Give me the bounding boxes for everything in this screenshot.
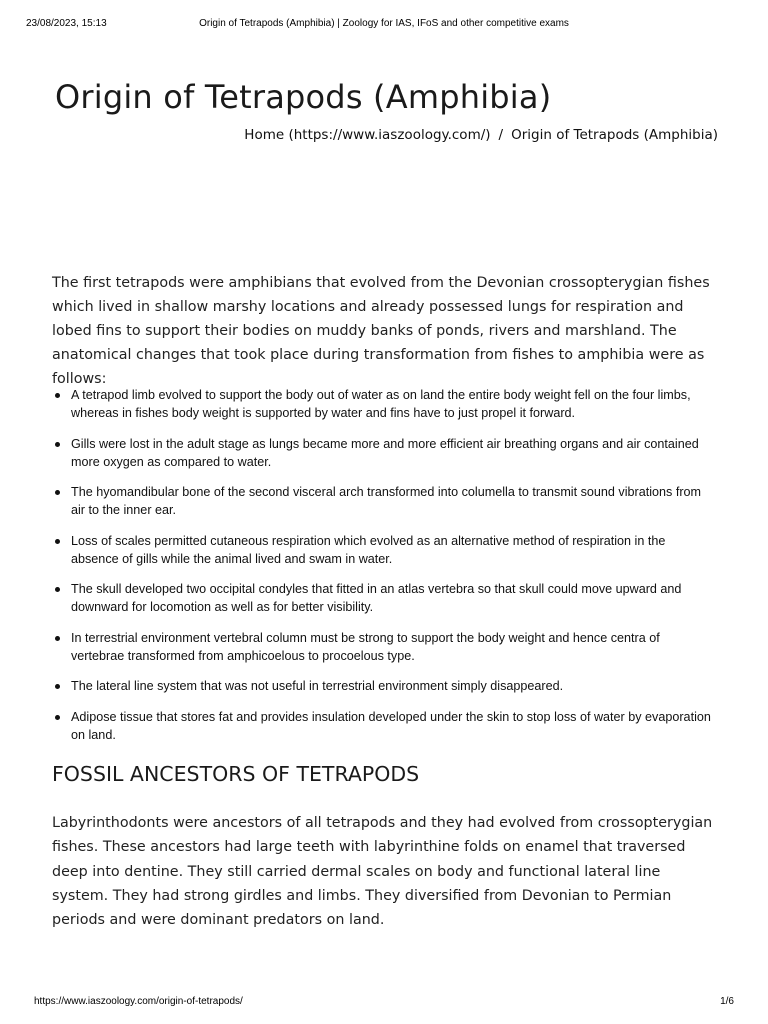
list-item: Gills were lost in the adult stage as lungs became more and more efficient air breathing organs and air contained more oxygen as compared to water. bbox=[52, 435, 712, 471]
anatomical-changes-list bbox=[52, 386, 712, 756]
list-item: The skull developed two occipital condyles that fitted in an atlas vertebra so that skull could move upward and downward for locomotion as well as for better visibility. bbox=[52, 580, 712, 616]
list-item: Adipose tissue that stores fat and provides insulation developed under the skin to stop loss of water by evaporation on land. bbox=[52, 708, 712, 744]
breadcrumb bbox=[244, 127, 718, 143]
list-item: A tetrapod limb evolved to support the body out of water as on land the entire body weight fell on the four limbs, whereas in fishes body weight is supported by water and fins have to just propel it forward. bbox=[52, 386, 712, 422]
print-document-title: Origin of Tetrapods (Amphibia) | Zoology for IAS, IFoS and other competitive exams bbox=[199, 18, 569, 29]
fossil-paragraph: Labyrinthodonts were ancestors of all tetrapods and they had evolved from crossopterygian fishes. These ancestors had large teeth with labyrinthine folds on enamel that traversed deep into dentine. They still carried dermal scales on body and functional lateral line system. They had strong girdles and limbs. They diversified from Devonian to Permian periods and were dominant predators on land. bbox=[52, 815, 713, 929]
print-date: 23/08/2023, 15:13 bbox=[26, 18, 107, 29]
list-item: The lateral line system that was not useful in terrestrial environment simply disappeared. bbox=[52, 677, 712, 695]
breadcrumb-home-link[interactable]: Home (https://www.iaszoology.com/) bbox=[244, 127, 491, 143]
breadcrumb-separator: / bbox=[498, 127, 504, 143]
fossil-section-heading: FOSSIL ANCESTORS OF TETRAPODS bbox=[52, 762, 420, 786]
print-footer bbox=[0, 996, 768, 1010]
breadcrumb-current: Origin of Tetrapods (Amphibia) bbox=[511, 127, 718, 143]
print-url: https://www.iaszoology.com/origin-of-tetrapods/ bbox=[34, 996, 243, 1007]
print-header bbox=[0, 18, 768, 32]
page-title: Origin of Tetrapods (Amphibia) bbox=[55, 78, 552, 116]
list-item: Loss of scales permitted cutaneous respiration which evolved as an alternative method of respiration in the absence of gills while the animal lived and swam in water. bbox=[52, 532, 712, 568]
list-item: In terrestrial environment vertebral column must be strong to support the body weight and hence centra of vertebrae transformed from amphicoelous to procoelous type. bbox=[52, 629, 712, 665]
list-item: The hyomandibular bone of the second visceral arch transformed into columella to transmit sound vibrations from air to the inner ear. bbox=[52, 483, 712, 519]
print-page-number: 1/6 bbox=[720, 996, 734, 1007]
intro-paragraph: The first tetrapods were amphibians that evolved from the Devonian crossopterygian fishes which lived in shallow marshy locations and already possessed lungs for respiration and lobed fins to support their bodies on muddy banks of ponds, rivers and marshland. The anatomical changes that took place during transformation from fishes to amphibia were as follows: bbox=[52, 275, 710, 387]
